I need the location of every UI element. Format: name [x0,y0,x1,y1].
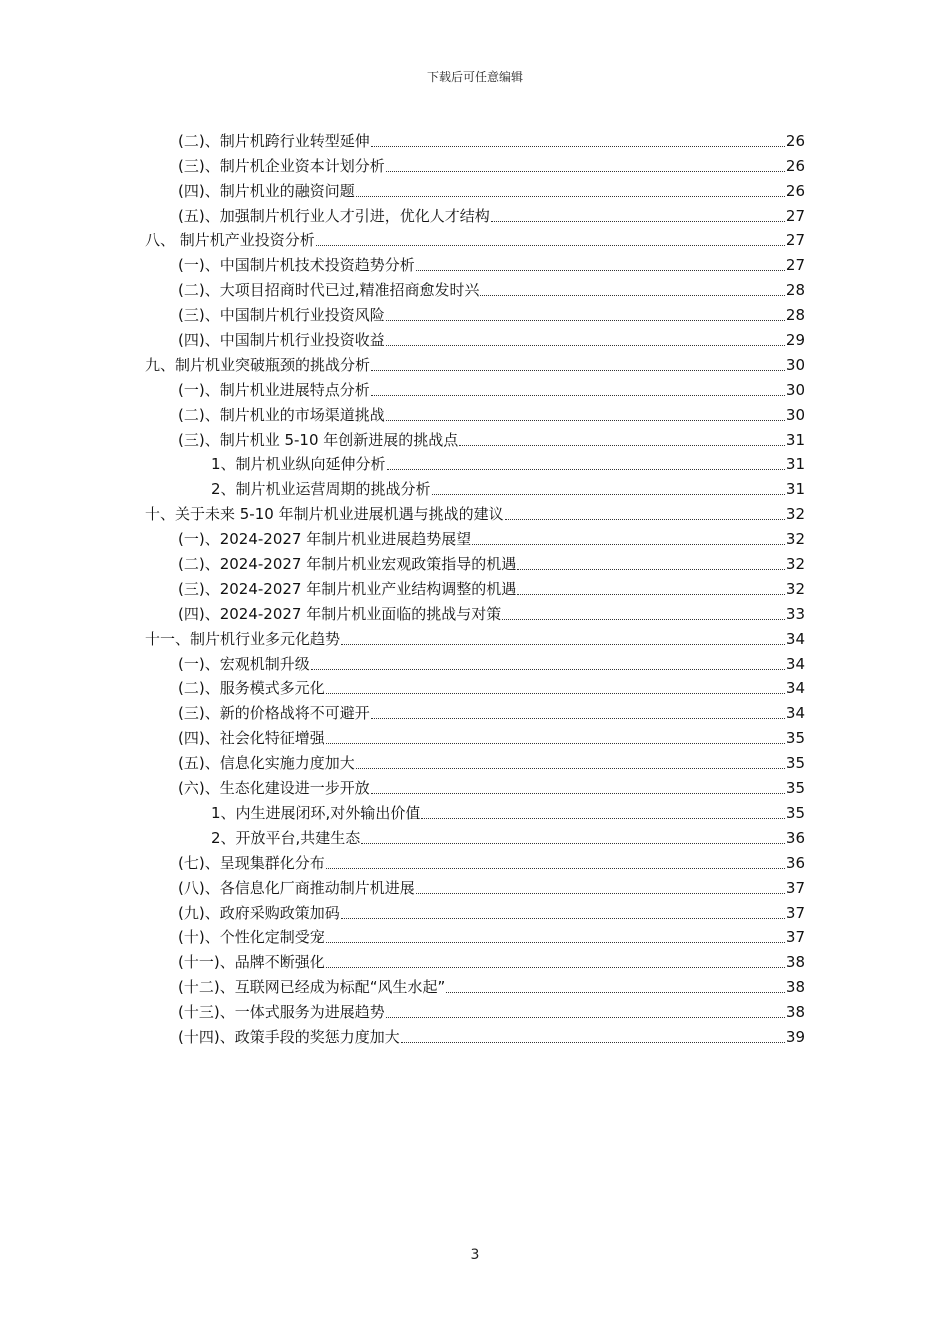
toc-entry-title: (十一)、品牌不断强化 [178,953,325,972]
toc-entry-page: 39 [785,1027,805,1046]
toc-entry[interactable] [145,698,805,723]
toc-entry[interactable] [145,947,805,972]
toc-entry-page: 30 [785,405,805,424]
toc-entry[interactable] [145,450,805,475]
toc-entry-page: 27 [785,256,805,275]
toc-dot-leader [416,883,785,894]
toc-entry-title: (三)、2024-2027 年制片机业产业结构调整的机遇 [178,579,517,598]
toc-dot-leader [371,136,785,147]
toc-entry-title: 1、内生进展闭环,对外输出价值 [211,803,421,822]
toc-entry-page: 36 [785,853,805,872]
toc-entry[interactable] [145,773,805,798]
toc-entry[interactable] [145,126,805,151]
toc-entry[interactable] [145,375,805,400]
toc-entry[interactable] [145,1022,805,1047]
toc-entry-page: 35 [785,729,805,748]
toc-dot-leader [386,310,785,321]
toc-dot-leader [356,186,785,197]
toc-dot-leader [371,783,785,794]
toc-entry-page: 34 [785,704,805,723]
toc-entry-page: 30 [785,380,805,399]
toc-dot-leader [326,733,785,744]
toc-entry[interactable] [145,425,805,450]
toc-dot-leader [421,808,785,819]
toc-entry[interactable] [145,723,805,748]
toc-entry-page: 28 [785,281,805,300]
toc-dot-leader [311,659,785,670]
toc-entry[interactable] [145,574,805,599]
toc-entry-title: (二)、服务模式多元化 [178,679,325,698]
toc-entry[interactable] [145,599,805,624]
toc-entry[interactable] [145,848,805,873]
toc-entry[interactable] [145,325,805,350]
toc-entry-title: (三)、新的价格战将不可避开 [178,704,370,723]
toc-dot-leader [386,410,785,421]
toc-dot-leader [502,609,785,620]
toc-entry-page: 28 [785,306,805,325]
toc-entry-page: 26 [785,131,805,150]
toc-dot-leader [459,435,785,446]
table-of-contents [145,126,805,1047]
toc-entry-title: (二)、2024-2027 年制片机业宏观政策指导的机遇 [178,555,517,574]
toc-entry-title: (二)、大项目招商时代已过,精准招商愈发时兴 [178,281,480,300]
toc-dot-leader [356,758,785,769]
toc-entry-page: 34 [785,654,805,673]
toc-entry[interactable] [145,649,805,674]
toc-entry-page: 31 [785,455,805,474]
toc-entry-page: 32 [785,579,805,598]
toc-entry-page: 30 [785,355,805,374]
toc-dot-leader [326,932,785,943]
toc-entry-title: 1、制片机业纵向延伸分析 [211,455,386,474]
toc-entry[interactable] [145,748,805,773]
toc-dot-leader [371,360,785,371]
toc-entry-page: 35 [785,803,805,822]
toc-entry[interactable] [145,300,805,325]
toc-dot-leader [505,509,785,520]
toc-entry-title: (二)、制片机业的市场渠道挑战 [178,405,385,424]
toc-entry-title: (十二)、互联网已经成为标配“风生水起” [178,978,446,997]
toc-entry[interactable] [145,549,805,574]
toc-entry[interactable] [145,524,805,549]
toc-entry-page: 31 [785,430,805,449]
toc-entry[interactable] [145,474,805,499]
toc-entry-page: 33 [785,604,805,623]
toc-dot-leader [386,335,785,346]
toc-entry-title: (二)、制片机跨行业转型延伸 [178,131,370,150]
toc-dot-leader [480,285,784,296]
toc-entry-page: 26 [785,156,805,175]
toc-entry[interactable] [145,873,805,898]
toc-entry-page: 37 [785,878,805,897]
toc-entry-page: 32 [785,505,805,524]
toc-entry-page: 35 [785,779,805,798]
toc-entry-title: 十一、制片机行业多元化趋势 [145,629,341,648]
toc-dot-leader [517,559,785,570]
toc-dot-leader [326,858,785,869]
toc-entry-page: 38 [785,978,805,997]
toc-entry-page: 35 [785,754,805,773]
toc-entry-page: 38 [785,953,805,972]
toc-entry-title: 八、 制片机产业投资分析 [145,231,315,250]
toc-entry[interactable] [145,997,805,1022]
toc-entry-title: 九、制片机业突破瓶颈的挑战分析 [145,355,371,374]
toc-entry-title: (四)、制片机业的融资问题 [178,181,355,200]
toc-entry[interactable] [145,201,805,226]
toc-dot-leader [386,1007,785,1018]
toc-entry-page: 32 [785,530,805,549]
toc-entry-title: 十、关于未来 5-10 年制片机业进展机遇与挑战的建议 [145,505,504,524]
toc-entry[interactable] [145,624,805,649]
toc-entry-title: (三)、制片机业 5-10 年创新进展的挑战点 [178,430,459,449]
toc-entry[interactable] [145,674,805,699]
toc-dot-leader [316,235,785,246]
toc-entry-title: 2、制片机业运营周期的挑战分析 [211,480,431,499]
toc-dot-leader [341,634,785,645]
toc-entry-title: (四)、社会化特征增强 [178,729,325,748]
toc-entry-title: (七)、呈现集群化分布 [178,853,325,872]
toc-entry-title: (五)、加强制片机行业人才引进，优化人才结构 [178,206,490,225]
toc-dot-leader [432,484,785,495]
toc-entry-title: (十三)、一体式服务为进展趋势 [178,1003,385,1022]
toc-entry-title: (一)、宏观机制升级 [178,654,310,673]
toc-entry-page: 37 [785,928,805,947]
toc-dot-leader [326,683,785,694]
toc-entry-page: 34 [785,679,805,698]
toc-entry-page: 31 [785,480,805,499]
toc-entry-title: (一)、2024-2027 年制片机业进展趋势展望 [178,530,472,549]
toc-entry-title: (四)、中国制片机行业投资收益 [178,331,385,350]
page-number: 3 [470,1247,480,1263]
toc-dot-leader [446,982,785,993]
toc-entry[interactable] [145,972,805,997]
toc-entry[interactable] [145,923,805,948]
toc-entry-page: 37 [785,903,805,922]
toc-dot-leader [401,1032,785,1043]
toc-dot-leader [517,584,785,595]
toc-entry[interactable] [145,350,805,375]
toc-entry[interactable] [145,823,805,848]
toc-entry-page: 38 [785,1003,805,1022]
toc-entry-page: 27 [785,231,805,250]
toc-dot-leader [491,211,785,222]
toc-entry-page: 36 [785,828,805,847]
toc-entry-title: (一)、中国制片机技术投资趋势分析 [178,256,415,275]
toc-entry-title: (五)、信息化实施力度加大 [178,754,355,773]
toc-entry-title: (六)、生态化建设进一步开放 [178,779,370,798]
toc-dot-leader [371,385,785,396]
toc-entry-title: (一)、制片机业进展特点分析 [178,380,370,399]
toc-entry-title: (十四)、政策手段的奖惩力度加大 [178,1027,400,1046]
toc-entry-title: (三)、中国制片机行业投资风险 [178,306,385,325]
toc-entry-page: 32 [785,555,805,574]
toc-entry[interactable] [145,226,805,251]
toc-dot-leader [341,908,785,919]
toc-dot-leader [472,534,785,545]
toc-dot-leader [387,459,785,470]
toc-entry[interactable] [145,176,805,201]
toc-entry-title: (九)、政府采购政策加码 [178,903,340,922]
toc-entry-page: 29 [785,331,805,350]
toc-dot-leader [371,708,785,719]
toc-entry[interactable] [145,499,805,524]
toc-entry-title: (十)、个性化定制受宠 [178,928,325,947]
toc-entry-page: 27 [785,206,805,225]
toc-entry-page: 26 [785,181,805,200]
toc-entry-title: 2、开放平台,共建生态 [211,828,361,847]
toc-dot-leader [326,957,785,968]
toc-entry[interactable] [145,400,805,425]
toc-dot-leader [416,260,785,271]
toc-entry-title: (八)、各信息化厂商推动制片机进展 [178,878,415,897]
toc-dot-leader [361,833,785,844]
toc-entry[interactable] [145,151,805,176]
toc-entry[interactable] [145,250,805,275]
toc-entry-page: 34 [785,629,805,648]
toc-entry[interactable] [145,898,805,923]
toc-entry-title: (四)、2024-2027 年制片机业面临的挑战与对策 [178,604,502,623]
toc-dot-leader [386,161,785,172]
toc-entry-title: (三)、制片机企业资本计划分析 [178,156,385,175]
page-header: 下载后可任意编辑 [426,70,523,84]
toc-entry[interactable] [145,275,805,300]
toc-entry[interactable] [145,798,805,823]
